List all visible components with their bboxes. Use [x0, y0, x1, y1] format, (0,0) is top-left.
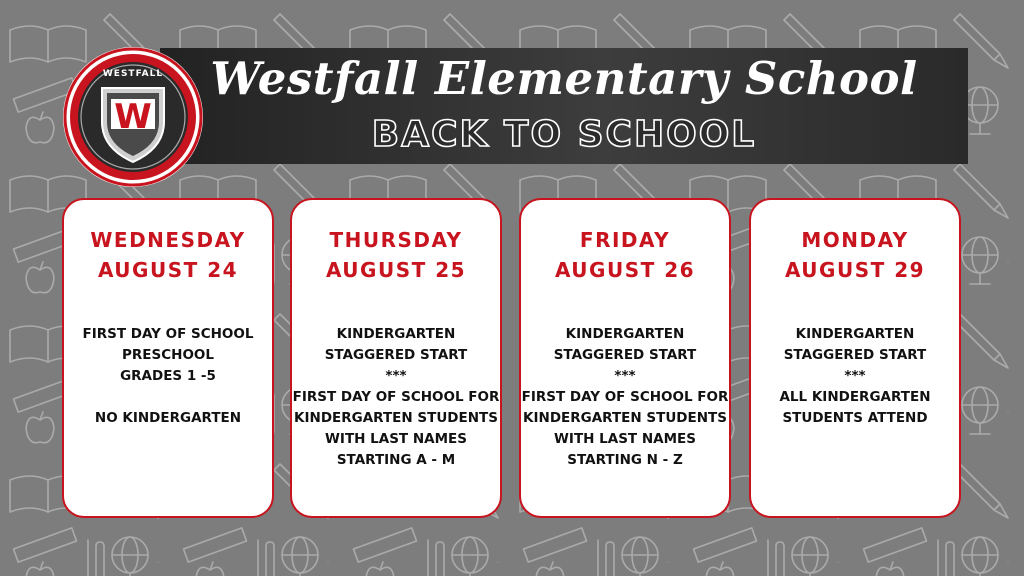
- card-line: ***: [844, 368, 866, 384]
- card-day: MONDAY: [801, 228, 909, 252]
- card-line: STUDENTS ATTEND: [782, 410, 928, 426]
- logo-ring-text: WESTFALL: [102, 69, 164, 79]
- card-day: FRIDAY: [579, 228, 671, 252]
- event-card-wednesday: [62, 198, 274, 518]
- card-line: KINDERGARTEN: [565, 326, 685, 342]
- card-line: FIRST DAY OF SCHOOL FOR: [521, 389, 729, 405]
- card-line: STAGGERED START: [783, 347, 927, 363]
- card-line: WITH LAST NAMES: [325, 431, 467, 447]
- card-line: STARTING N - Z: [567, 452, 683, 468]
- card-line: [64, 387, 272, 408]
- card-line: ALL KINDERGARTEN: [779, 389, 931, 405]
- card-line: STAGGERED START: [553, 347, 697, 363]
- card-date: AUGUST 25: [325, 258, 467, 282]
- card-date: AUGUST 26: [554, 258, 696, 282]
- header-banner: [160, 48, 968, 164]
- card-date: AUGUST 29: [784, 258, 926, 282]
- card-line: KINDERGARTEN STUDENTS: [294, 410, 498, 426]
- card-line: WITH LAST NAMES: [554, 431, 696, 447]
- card-line: ***: [385, 368, 407, 384]
- card-line: FIRST DAY OF SCHOOL FOR: [292, 389, 500, 405]
- card-line: KINDERGARTEN: [795, 326, 915, 342]
- card-line: PRESCHOOL: [122, 347, 214, 363]
- card-body: [64, 324, 272, 429]
- event-card-friday: [519, 198, 731, 518]
- card-day: WEDNESDAY: [90, 228, 246, 252]
- card-line: FIRST DAY OF SCHOOL: [82, 326, 254, 342]
- card-body: [521, 324, 729, 471]
- card-line: GRADES 1 -5: [120, 368, 216, 384]
- event-card-monday: [749, 198, 961, 518]
- card-day: THURSDAY: [329, 228, 463, 252]
- card-line: STAGGERED START: [324, 347, 468, 363]
- card-body: [751, 324, 959, 429]
- card-line: STARTING A - M: [336, 452, 456, 468]
- card-line: NO KINDERGARTEN: [94, 410, 242, 426]
- card-body: [292, 324, 500, 471]
- event-card-thursday: [290, 198, 502, 518]
- school-name: Westfall Elementary School: [210, 52, 918, 105]
- westfall-logo: [60, 44, 206, 190]
- logo-letter: W: [114, 97, 152, 137]
- card-date: AUGUST 24: [97, 258, 239, 282]
- back-to-school-title: BACK TO SCHOOL: [371, 114, 757, 155]
- card-line: ***: [614, 368, 636, 384]
- card-line: KINDERGARTEN: [336, 326, 456, 342]
- card-line: KINDERGARTEN STUDENTS: [523, 410, 727, 426]
